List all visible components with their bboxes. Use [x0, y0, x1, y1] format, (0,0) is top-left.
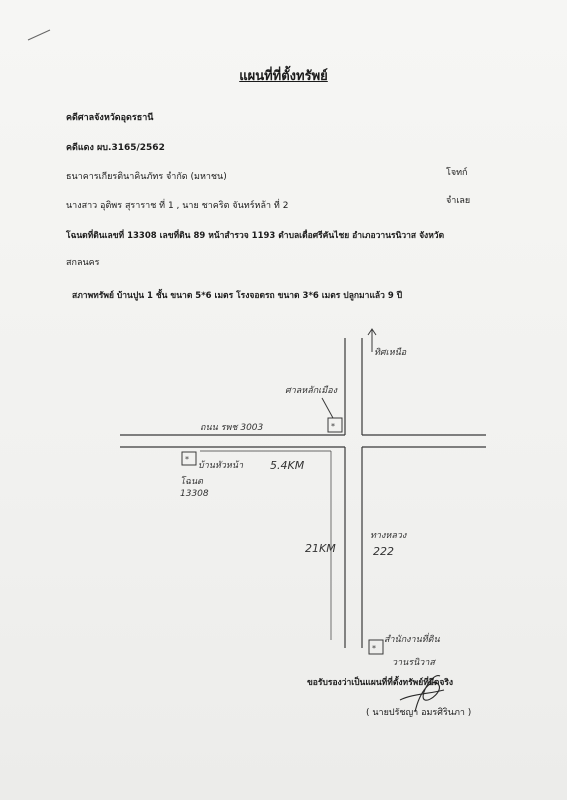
landmark-near-deed-label: บ้านหัวหน้า [198, 461, 244, 471]
distance-horizontal: 5.4KM [270, 459, 305, 472]
highway-label: ทางหลวง [370, 531, 407, 541]
case-number: คดีแดง ผบ.3165/2562 [66, 143, 165, 153]
svg-text:*: * [372, 644, 376, 653]
deed-line-1: โฉนดที่ดินเลขที่ 13308 เลขที่ดิน 89 หน้าสำรวจ 1193 ตำบลเดื่อศรีคันไชย อำเภอวานรนิวาส จังหวัด [66, 231, 445, 241]
landmark-pointer-line [322, 398, 333, 418]
property-description: สภาพทรัพย์ บ้านปูน 1 ชั้น ขนาด 5*6 เมตร โรงจอดรถ ขนาด 3*6 เมตร ปลูกมาแล้ว 9 ปี [72, 291, 403, 301]
landmark-bottom-line-1: สำนักงานที่ดิน [384, 635, 440, 645]
north-label: ทิศเหนือ [374, 348, 407, 358]
defendant-role: จำเลย [446, 196, 471, 206]
road-label: ถนน รพช 3003 [200, 423, 264, 433]
defendant-names: นางสาว อุติพร สุราราช ที่ 1 , นาย ชาคริต จันทร์หล้า ที่ 2 [66, 201, 289, 211]
svg-text:*: * [185, 455, 189, 464]
plaintiff-name: ธนาคารเกียรตินาคินภัทร จำกัด (มหาชน) [66, 172, 227, 182]
certification-statement: ขอรับรองว่าเป็นแผนที่ที่ตั้งทรัพย์ที่ยึดจริง [307, 678, 454, 688]
deed-tag: โฉนด [180, 477, 203, 487]
deed-line-2: สกลนคร [66, 258, 100, 268]
plaintiff-role: โจทก์ [446, 168, 468, 178]
svg-text:*: * [331, 422, 335, 431]
landmark-bottom-line-2: วานรนิวาส [392, 658, 435, 668]
corner-mark [28, 30, 50, 40]
landmark-top-label: ศาลหลักเมือง [285, 386, 337, 396]
signer-name: ( นายปรัชญา อมรศิรินภา ) [366, 708, 472, 718]
deed-number: 13308 [180, 489, 209, 499]
document-title: แผนที่ที่ตั้งทรัพย์ [239, 69, 328, 84]
highway-number: 222 [373, 545, 394, 558]
court-name: คดีศาลจังหวัดอุดรธานี [66, 113, 154, 123]
distance-vertical: 21KM [305, 542, 336, 555]
